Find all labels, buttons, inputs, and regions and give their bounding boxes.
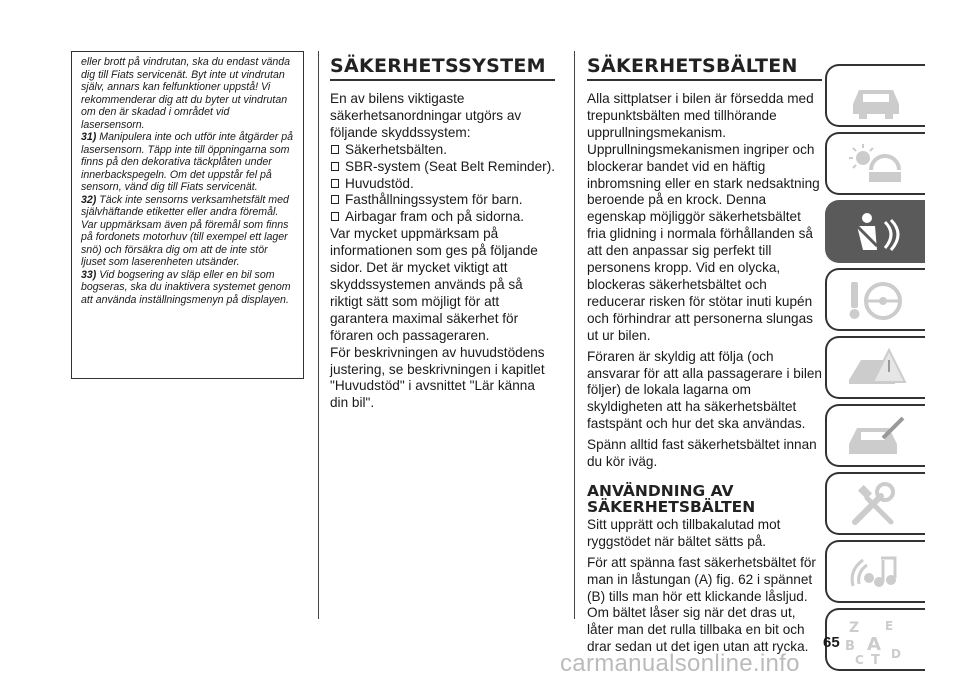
key-steering-wheel-icon [845,278,907,324]
section-heading: SÄKERHETSSYSTEM [330,55,546,77]
multimedia-icon [845,550,907,596]
notes-intro: eller brott på vindrutan, ska du endast vända dig till Fiats servicenät. Byt inte ut vindrutan själv, annars kan felfunktioner uppstå! Vi rekommenderar dig att du byter ut vindrutan om den är skadad i området vid lasersensorn. [81,56,291,131]
index-letter: Z [849,620,860,636]
tab-safety[interactable] [825,200,925,263]
column-divider-1 [318,51,319,619]
tab-index[interactable] [825,608,925,671]
list-item: Airbagar fram och på sidorna. [330,209,555,226]
warning-triangle-icon [845,346,907,392]
note-33 [81,269,294,307]
tab-starting-driving[interactable] [825,268,925,331]
page-number: 65 [823,634,840,651]
safety-systems-section [330,55,555,412]
paragraph: Alla sittplatser i bilen är försedda med trepunktsbälten med tillhörande upprullningsmekanism. Upprullningsmekanismen ingriper och blockerar bandet vid en häftig inbromsning eller en stark nedsaktning beroende på en krock. Denna egenskap möjliggör säkerhetsbältet fria glidning i normala förhållanden så att den anpassar sig perfekt till personens kropp. Vid en olycka, blockeras säkerhetsbältet och reducerar risken för stötar inuti kupén och förhindrar att personerna slungas ut ur bilen. [587,91,820,343]
note-number: 33) [81,268,97,281]
car-service-icon [845,414,907,460]
column-divider-2 [574,51,575,619]
index-letter: B [845,639,855,654]
tab-emergency[interactable] [825,336,925,399]
list-item: SBR-system (Seat Belt Reminder). [330,159,555,176]
paragraph: Sitt upprätt och tillbakalutad mot ryggstödet när bältet sätts på. [587,516,781,549]
paragraph: För att spänna fast säkerhetsbältet för man in låstungan (A) fig. 62 i spännet (B) tills man hör ett klickande låsljud. Om bältet låser sig när det dras ut, låter man det rulla tillbaka en bit och drar sedan ut det igen utan att rycka. [587,554,816,655]
index-letter: D [891,647,901,661]
index-letter: A [867,634,881,655]
index-letter: T [871,653,880,664]
index-letters-icon [845,618,907,664]
dashboard-lights-icon [845,142,907,188]
index-letter: C [855,653,864,664]
list-item: Huvudstöd. [330,176,555,193]
note-number: 31) [81,131,97,143]
wrench-tools-icon [845,482,907,528]
paragraph: Föraren är skyldig att följa (och ansvarar för att alla passagerare i bilen följer) de lokala lagarna om skyldigheten att ha säkerhetsbältet fastspänt och hur det ska användas. [587,348,822,432]
list-item: Fasthållningssystem för barn. [330,192,555,209]
note-31 [81,131,294,194]
car-icon [845,74,907,120]
tab-car[interactable] [825,64,925,127]
seatbelt-airbag-icon [845,210,907,256]
seatbelts-section [587,55,822,656]
paragraph: Spänn alltid fast säkerhetsbältet innan du kör iväg. [587,437,817,470]
paragraph: Var mycket uppmärksam på informationen som ges på följande sidor. Det är mycket viktigt att skyddssystemen används på så riktigt sätt som möjligt för att garantera maximal säkerhet för föraren och passageraren. [330,226,538,343]
tab-dashboard-lights[interactable] [825,132,925,195]
subheading [587,483,822,515]
intro-paragraph: En av bilens viktigaste säkerhetsanordningar utgörs av följande skyddssystem: [330,91,522,140]
tab-technical-data[interactable] [825,472,925,535]
list-item: Säkerhetsbälten. [330,142,555,159]
safety-systems-list [330,142,555,227]
chapter-tabs [825,64,935,676]
watermark: carmanualsonline.info [560,650,800,677]
note-text: Manipulera inte och utför inte åtgärder på lasersensorn. Täpp inte till öppningarna som finns på den dekorativa täckplåten under innerbackspegeln. Om det uppstår fel på sensorn, vänd dig till Fiats servicenät. [81,131,294,193]
warning-notes-box [71,51,304,379]
note-text: Vid bogsering av släp eller en bil som bogseras, ska du inaktivera systemet genom att använda inställningsmenyn på displayen. [81,268,291,306]
subheading-line: ANVÄNDNING AV [587,481,734,500]
note-32 [81,194,294,269]
note-number: 32) [81,193,97,206]
paragraph: För beskrivningen av huvudstödens justering, se beskrivningen i kapitlet "Huvudstöd" i avsnittet "Lär känna din bil". [330,344,545,411]
heading-rule [330,79,555,81]
tab-multimedia[interactable] [825,540,925,603]
section-heading: SÄKERHETSBÄLTEN [587,55,798,77]
heading-rule [587,79,822,81]
index-letter: E [885,619,894,633]
subheading-line: SÄKERHETSBÄLTEN [587,497,756,516]
tab-maintenance[interactable] [825,404,925,467]
note-text: Täck inte sensorns verksamhetsfält med självhäftande etiketter eller andra föremål. Var uppmärksam även på föremål som finns på fordonets motorhuv (till exempel ett lager snö) och försäkra dig om att de inte stör ljuset som laserenheten utsänder. [81,193,289,268]
